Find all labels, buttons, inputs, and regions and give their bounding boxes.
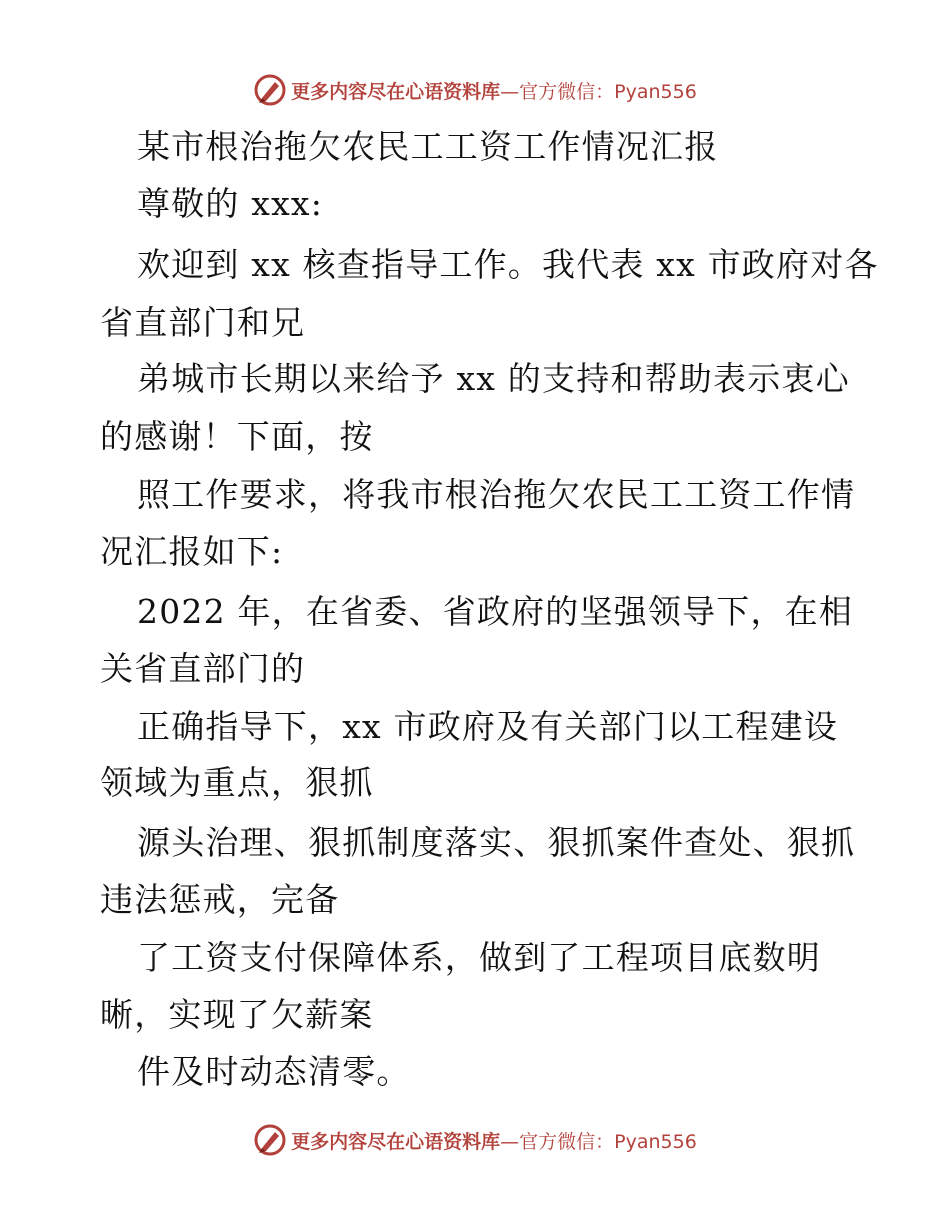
banner-main-text: 更多内容尽在心语资料库 bbox=[291, 80, 501, 103]
banner-main-text: 更多内容尽在心语资料库 bbox=[291, 1130, 501, 1153]
text-line: 关省直部门的 bbox=[100, 649, 306, 688]
banner-sub-text: —官方微信：Pyan556 bbox=[500, 80, 697, 103]
text-line: 省直部门和兄 bbox=[100, 303, 306, 342]
text-line: 晰，实现了欠薪案 bbox=[100, 995, 374, 1034]
footer-banner bbox=[0, 1120, 950, 1160]
salutation: 尊敬的 xxx: bbox=[137, 184, 324, 223]
text-line: 了工资支付保障体系，做到了工程项目底数明 bbox=[137, 938, 821, 977]
pen-logo-icon bbox=[253, 73, 287, 107]
text-line: 违法惩戒，完备 bbox=[100, 880, 340, 919]
text-line: 件及时动态清零。 bbox=[137, 1052, 411, 1091]
text-line: 2022 年，在省委、省政府的坚强领导下，在相 bbox=[137, 592, 854, 631]
text-line: 弟城市长期以来给予 xx 的支持和帮助表示衷心 bbox=[137, 359, 850, 398]
text-line: 源头治理、狠抓制度落实、狠抓案件查处、狠抓 bbox=[137, 823, 856, 862]
text-line: 况汇报如下: bbox=[100, 532, 284, 571]
banner-sub-text: —官方微信：Pyan556 bbox=[500, 1130, 697, 1153]
header-banner bbox=[0, 70, 950, 110]
pen-logo-icon bbox=[253, 1123, 287, 1157]
text-line: 欢迎到 xx 核查指导工作。我代表 xx 市政府对各 bbox=[137, 245, 879, 284]
text-line: 照工作要求，将我市根治拖欠农民工工资工作情 bbox=[137, 475, 856, 514]
document-title: 某市根治拖欠农民工工资工作情况汇报 bbox=[137, 127, 719, 166]
text-line: 领域为重点，狠抓 bbox=[100, 763, 374, 802]
text-line: 的感谢！下面，按 bbox=[100, 417, 374, 456]
text-line: 正确指导下，xx 市政府及有关部门以工程建设 bbox=[137, 707, 839, 746]
